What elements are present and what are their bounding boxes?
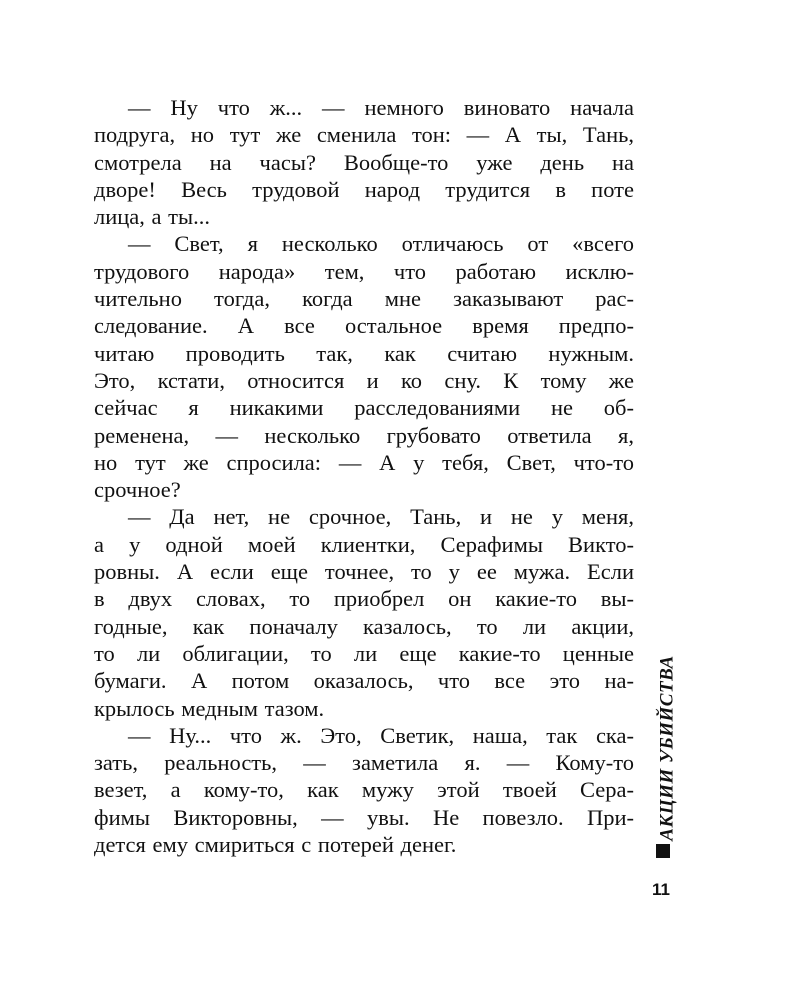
text-line: годные, как поначалу казалось, то ли акции,	[94, 613, 634, 639]
text-line: но тут же спросила: — А у тебя, Свет, что-то	[94, 449, 634, 475]
text-line: смотрела на часы? Вообще-то уже день на	[94, 149, 634, 175]
text-line: ровны. А если еще точнее, то у ее мужа. Если	[94, 559, 634, 585]
text-line: — Свет, я несколько отличаюсь от «всего	[128, 231, 634, 257]
text-line: сейчас я никакими расследованиями не об-	[94, 395, 634, 421]
text-line: — Ну... что ж. Это, Светик, наша, так ска-	[128, 722, 634, 748]
text-line: Это, кстати, относится и ко сну. К тому же	[94, 367, 634, 393]
text-line: читаю проводить так, как считаю нужным.	[94, 340, 634, 366]
text-line: то ли облигации, то ли еще какие-то ценные	[94, 640, 634, 666]
square-marker-icon	[656, 844, 670, 858]
text-line: лица, а ты...	[94, 204, 210, 230]
running-head	[648, 654, 688, 841]
page-number: 11	[652, 880, 670, 899]
text-line: бумаги. А потом оказалось, что все это на-	[94, 668, 634, 694]
text-line: срочное?	[94, 477, 181, 503]
text-line: чительно тогда, когда мне заказывают рас-	[94, 286, 634, 312]
text-line: ременена, — несколько грубовато ответила я,	[94, 422, 634, 448]
text-line: — Ну что ж... — немного виновато начала	[128, 95, 634, 120]
body-text	[94, 94, 634, 858]
text-line: — Да нет, не срочное, Тань, и не у меня,	[128, 504, 634, 530]
text-line: трудового народа» тем, что работаю исклю-	[94, 258, 634, 284]
text-line: дется ему смириться с потерей денег.	[94, 832, 457, 858]
text-line: в двух словах, то приобрел он какие-то вы-	[94, 586, 634, 612]
text-line: дворе! Весь трудовой народ трудится в поте	[94, 176, 634, 202]
running-head-title: АКЦИИ УБИЙСТВА	[657, 654, 678, 841]
text-line: следование. А все остальное время предпо-	[94, 313, 634, 339]
text-line: подруга, но тут же сменила тон: — А ты, Тань,	[94, 122, 634, 148]
text-line: крылось медным тазом.	[94, 695, 325, 721]
text-line: а у одной моей клиентки, Серафимы Викто-	[94, 531, 634, 557]
text-line: везет, а кому-то, как мужу этой твоей Сера-	[94, 777, 634, 803]
text-line: фимы Викторовны, — увы. Не повезло. При-	[94, 804, 634, 830]
text-line: зать, реальность, — заметила я. — Кому-то	[94, 750, 634, 776]
